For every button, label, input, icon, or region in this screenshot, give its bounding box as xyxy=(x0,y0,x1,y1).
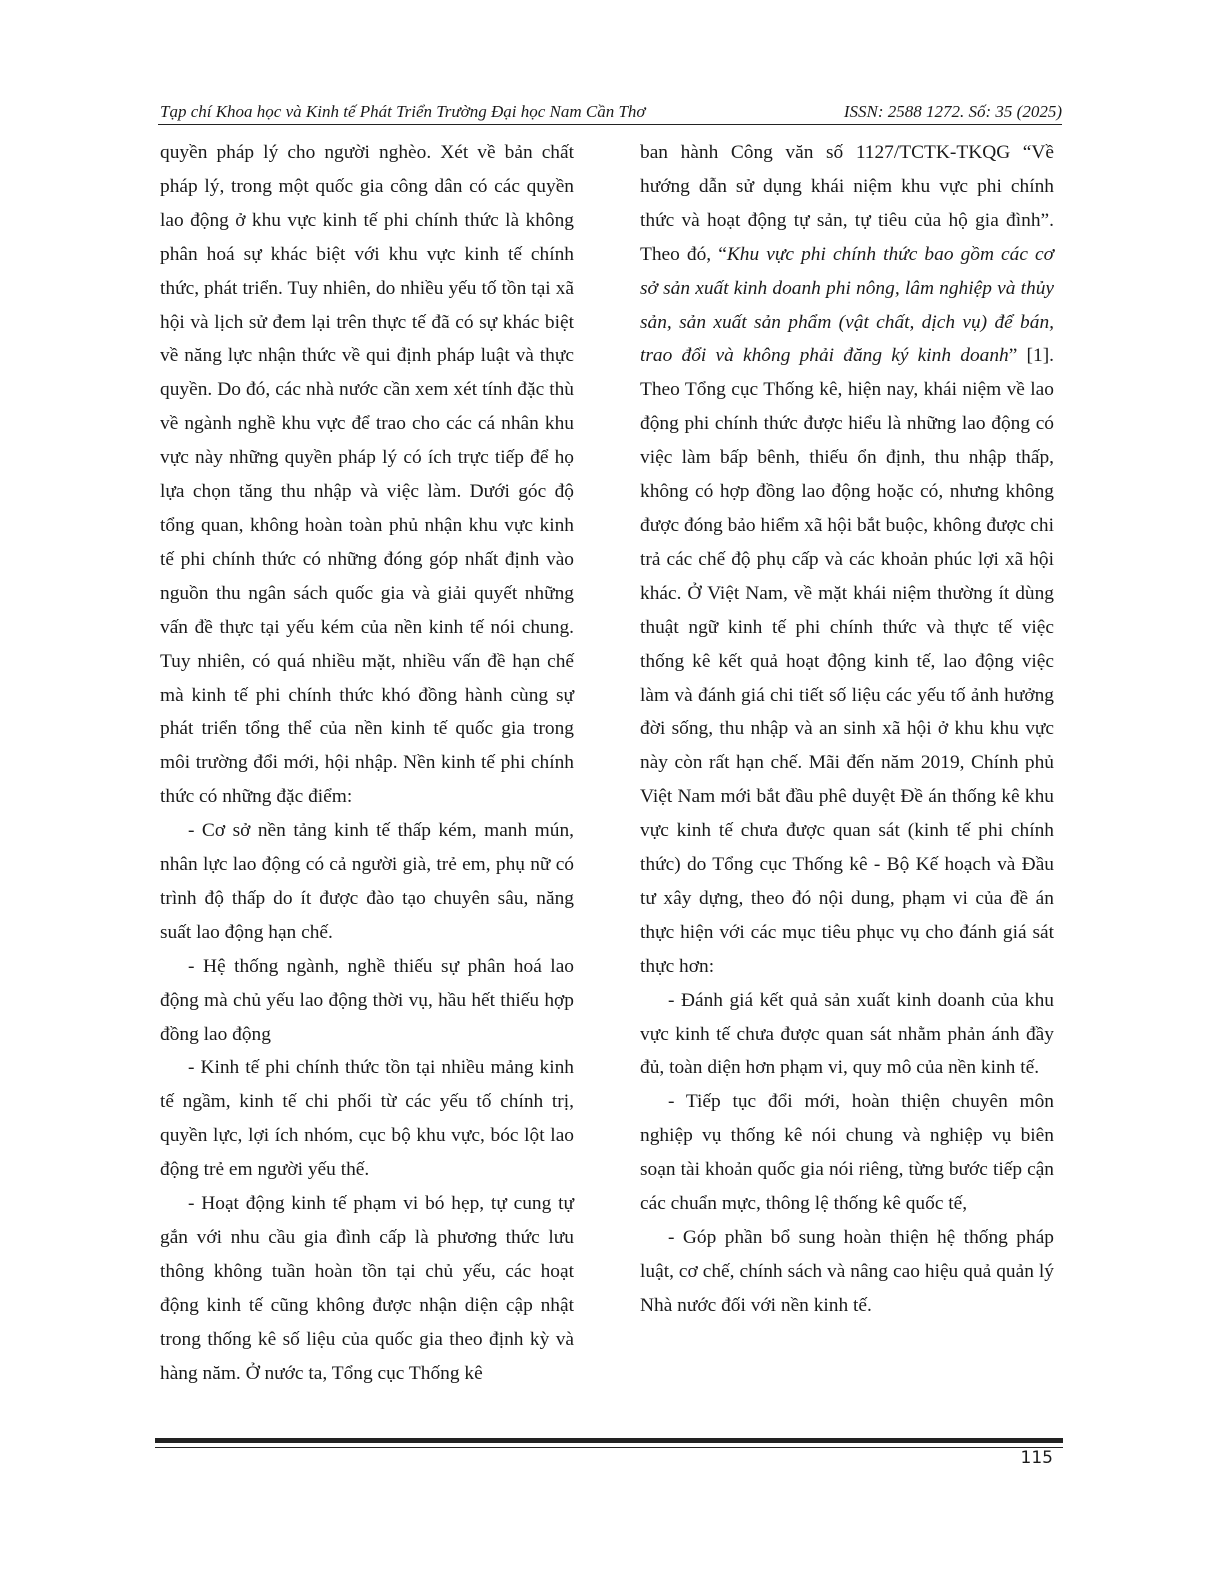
definition-quote: Khu vực phi chính thức bao gồm các cơ sở sản xuất kinh doanh phi nông, lâm nghiệp và thủy sản, sản xuất sản phẩm (vật chất, dịch vụ) để bán, trao đổi và không phải đăng ký kinh doanh xyxy=(640,243,1054,367)
text-run: ” [1]. Theo Tổng cục Thống kê, hiện nay, khái niệm về lao động phi chính thức được hiểu là những lao động có việc làm bấp bênh, thiếu ổn định, thu nhập thấp, không có hợp đồng lao động hoặc có, nhưng không được đóng bảo hiểm xã hội bắt buộc, không được chi trả các chế độ phụ cấp và các khoản phúc lợi xã hội khác. Ở Việt Nam, về mặt khái niệm thường ít dùng thuật ngữ kinh tế phi chính thức và thực tế việc thống kê kết quả hoạt động kinh tế, lao động việc làm và đánh giá chi tiết số liệu các yếu tố ảnh hưởng đời sống, thu nhập và an sinh xã hội ở khu khu vực này còn rất hạn chế. Mãi đến năm 2019, Chính phủ Việt Nam mới bắt đầu phê duyệt Đề án thống kê khu vực kinh tế chưa được quan sát (kinh tế phi chính thức) do Tổng cục Thống kê - Bộ Kế hoạch và Đầu tư xây dựng, theo đó nội dung, phạm vi của đề án thực hiện với các mục tiêu phục vụ cho đánh giá sát thực hơn: xyxy=(640,345,1054,977)
paragraph: quyền pháp lý cho người nghèo. Xét về bản chất pháp lý, trong một quốc gia công dân có các quyền lao động ở khu vực kinh tế phi chính thức là không phân hoá sự khác biệt với khu vực kinh tế chính thức, phát triển. Tuy nhiên, do nhiều yếu tố tồn tại xã hội và lịch sử đem lại trên thực tế đã có sự khác biệt về năng lực nhận thức về qui định pháp luật và thực quyền. Do đó, các nhà nước cần xem xét tính đặc thù về ngành nghề khu vực để trao cho các cá nhân khu vực này những quyền pháp lý có ích trực tiếp để họ lựa chọn tăng thu nhập và việc làm. Dưới góc độ tổng quan, không hoàn toàn phủ nhận khu vực kinh tế phi chính thức có những đóng góp nhất định vào nguồn thu ngân sách quốc gia và giải quyết những vấn đề thực tại yếu kém của nền kinh tế nói chung. Tuy nhiên, có quá nhiều mặt, nhiều vấn đề hạn chế mà kinh tế phi chính thức khó đồng hành cùng sự phát triển tổng thể của nền kinh tế quốc gia trong môi trường đổi mới, hội nhập. Nền kinh tế phi chính thức có những đặc điểm: xyxy=(160,142,574,808)
left-column xyxy=(160,136,574,1391)
footer-rule-thin xyxy=(155,1447,1063,1448)
bullet-paragraph: - Kinh tế phi chính thức tồn tại nhiều mảng kinh tế ngầm, kinh tế chi phối từ các yếu tố chính trị, quyền lực, lợi ích nhóm, cục bộ khu vực, bóc lột lao động trẻ em người yếu thế. xyxy=(160,1057,574,1181)
right-column xyxy=(640,136,1054,1323)
footer-rule-thick xyxy=(155,1438,1063,1443)
bullet-paragraph: - Đánh giá kết quả sản xuất kinh doanh của khu vực kinh tế chưa được quan sát nhằm phản ánh đầy đủ, toàn diện hơn phạm vi, quy mô của nền kinh tế. xyxy=(640,989,1054,1079)
bullet-paragraph: - Cơ sở nền tảng kinh tế thấp kém, manh mún, nhân lực lao động có cả người già, trẻ em, phụ nữ có trình độ thấp do ít được đào tạo chuyên sâu, năng suất lao động hạn chế. xyxy=(160,820,574,943)
bullet-paragraph: - Hệ thống ngành, nghề thiếu sự phân hoá lao động mà chủ yếu lao động thời vụ, hầu hết thiếu hợp đồng lao động xyxy=(160,955,574,1045)
bullet-paragraph: - Tiếp tục đổi mới, hoàn thiện chuyên môn nghiệp vụ thống kê nói chung và nghiệp vụ biên soạn tài khoản quốc gia nói riêng, từng bước tiếp cận các chuẩn mực, thông lệ thống kê quốc tế, xyxy=(640,1091,1054,1215)
bullet-paragraph: - Góp phần bổ sung hoàn thiện hệ thống pháp luật, cơ chế, chính sách và nâng cao hiệu quả quản lý Nhà nước đối với nền kinh tế. xyxy=(640,1227,1054,1316)
issn-issue: ISSN: 2588 1272. Số: 35 (2025) xyxy=(843,102,1062,121)
paragraph xyxy=(640,136,1054,984)
page-number: 115 xyxy=(1020,1448,1053,1468)
running-header xyxy=(160,100,1062,124)
journal-title: Tạp chí Khoa học và Kinh tế Phát Triển Trường Đại học Nam Cần Thơ xyxy=(160,102,646,121)
bullet-paragraph: - Hoạt động kinh tế phạm vi bó hẹp, tự cung tự gắn với nhu cầu gia đình cấp là phương thức lưu thông không tuần hoàn tồn tại chủ yếu, các hoạt động kinh tế cũng không được nhận diện cập nhật trong thống kê số liệu của quốc gia theo định kỳ và hàng năm. Ở nước ta, Tổng cục Thống kê xyxy=(160,1193,574,1384)
header-rule xyxy=(158,124,1062,125)
text-run: ban hành Công văn số 1127/TCTK-TKQG “Về hướng dẫn sử dụng khái niệm khu vực phi chính thức và hoạt động tự sản, tự tiêu của hộ gia đình”. Theo đó, “ xyxy=(640,142,1054,265)
